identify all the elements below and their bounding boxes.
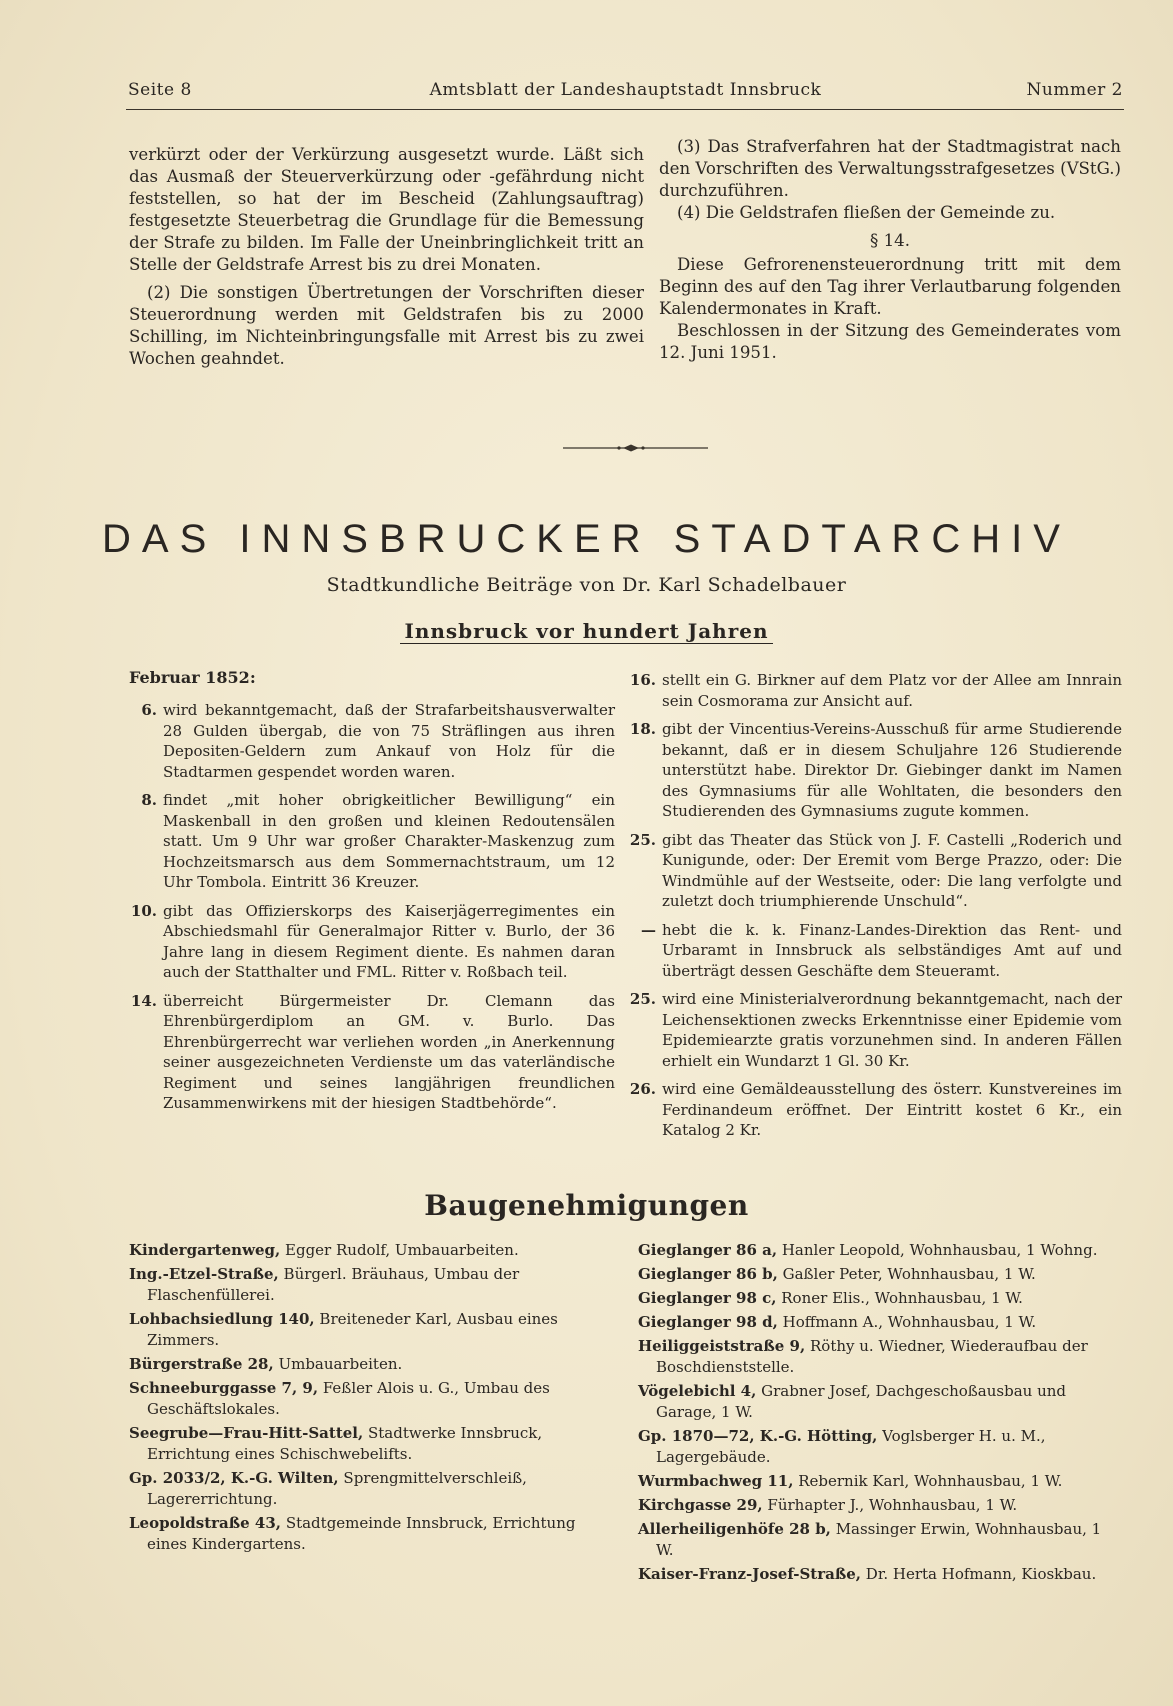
list-item xyxy=(129,700,615,782)
permit-details: Grabner Josef, Dachgeschoßausbau und Garage, 1 W. xyxy=(656,1382,1067,1421)
list-item xyxy=(129,1240,615,1261)
list-item xyxy=(129,1468,615,1510)
paragraph: (2) Die sonstigen Übertretungen der Vorschriften dieser Steuerordnung werden mit Geldstrafen bis zu 2000 Schilling, im Nichteinbringungsfalle mit Arrest bis zu zwei Wochen geahndet. xyxy=(129,283,644,368)
list-item xyxy=(629,1079,1122,1141)
permit-location: Lohbachsiedlung 140, xyxy=(129,1310,315,1328)
permit-details: Stadtgemeinde Innsbruck, Errichtung eines Kindergartens. xyxy=(147,1514,576,1553)
list-item xyxy=(638,1336,1122,1378)
permit-details: Fürhapter J., Wohnhausbau, 1 W. xyxy=(767,1496,1018,1514)
permit-location: Kaiser-Franz-Josef-Straße, xyxy=(638,1565,862,1583)
entry-text: wird eine Gemäldeausstellung des österr. Kunstvereines im Ferdinandeum eröffnet. Der Eintritt kostet 6 Kr., ein Katalog 2 Kr. xyxy=(662,1080,1122,1139)
permit-location: Ing.-Etzel-Straße, xyxy=(129,1265,279,1283)
divider-ornament xyxy=(563,443,708,453)
permit-details: Rebernik Karl, Wohnhausbau, 1 W. xyxy=(798,1472,1063,1490)
entry-day: 10. xyxy=(130,901,157,920)
permit-location: Gieglanger 98 c, xyxy=(638,1289,777,1307)
permit-details: Hoffmann A., Wohnhausbau, 1 W. xyxy=(782,1313,1037,1331)
building-permits-heading: Baugenehmigungen xyxy=(424,1189,749,1222)
list-item xyxy=(129,1309,615,1351)
paragraph: (3) Das Strafverfahren hat der Stadtmagistrat nach den Vorschriften des Verwaltungsstrafgesetzes (VStG.) durchzuführen. xyxy=(659,137,1121,200)
list-item xyxy=(629,719,1122,822)
list-item xyxy=(129,790,615,893)
permit-location: Bürgerstraße 28, xyxy=(129,1355,274,1373)
entry-day: 25. xyxy=(629,990,656,1008)
paragraph: verkürzt oder der Verkürzung ausgesetzt wurde. Läßt sich das Ausmaß der Steuerverkürzung oder -gefährdung nicht feststellen, so hat der im Bescheid (Zahlungsauftrag) festgesetzte Steuerbetrag die Grundlage für die Bemessung der Strafe zu bilden. Im Falle der Uneinbringlichkeit tritt an Stelle der Geldstrafe Arrest bis zu drei Monaten. xyxy=(129,145,644,274)
list-item xyxy=(629,989,1122,1071)
permit-location: Gp. 2033/2, K.-G. Wilten, xyxy=(129,1469,339,1487)
entry-day: 25. xyxy=(629,830,656,849)
entry-text: wird eine Ministerialverordnung bekanntgemacht, nach der Leichensektionen zwecks Erkenntnisse einer Epidemie vom Epidemiearzte gratis vorzunehmen sind. In anderen Fällen erhielt ein Wundarzt 1 Gl. 30 Kr. xyxy=(662,990,1122,1070)
entry-text: überreicht Bürgermeister Dr. Clemann das Ehrenbürgerdiplom an GM. v. Burlo. Das Ehrenbürgerrecht war verliehen worden „in Anerkennung seiner ausgezeichneten Verdienste um das vaterländische Regiment und seines langjährigen freundlichen Zusammenwirkens mit der hiesigen Stadtbehörde“. xyxy=(163,991,615,1112)
chronicle-left-column xyxy=(129,700,615,1122)
list-item xyxy=(129,1354,615,1375)
list-item xyxy=(638,1426,1122,1468)
list-item xyxy=(638,920,1122,982)
entry-text: hebt die k. k. Finanz-Landes-Direktion das Rent- und Urbaramt in Innsbruck als selbständiges Amt auf und überträgt dessen Geschäfte dem Steueramt. xyxy=(662,920,1122,980)
permit-details: Umbauarbeiten. xyxy=(278,1355,403,1373)
permit-location: Allerheiligenhöfe 28 b, xyxy=(638,1520,831,1538)
paragraph: (4) Die Geldstrafen fließen der Gemeinde zu. xyxy=(677,203,1056,222)
issue-number: Nummer 2 xyxy=(1026,80,1123,100)
permit-location: Kirchgasse 29, xyxy=(638,1496,763,1514)
paragraph: Beschlossen in der Sitzung des Gemeinderates vom 12. Juni 1951. xyxy=(659,321,1121,362)
month-label: Februar 1852: xyxy=(129,668,256,687)
section-heading-text: Innsbruck vor hundert Jahren xyxy=(400,619,772,644)
archive-title: DAS INNSBRUCKER STADTARCHIV xyxy=(102,517,1071,561)
entry-text: wird bekanntgemacht, daß der Strafarbeitshausverwalter 28 Gulden übergab, die von 75 Sträflingen aus ihren Depositen-Geldern zum Ankauf von Holz für die Stadtarmen gespendet worden waren. xyxy=(163,701,615,781)
permit-details: Massinger Erwin, Wohnhausbau, 1 W. xyxy=(656,1520,1102,1559)
list-item xyxy=(638,1312,1122,1333)
list-item xyxy=(129,1423,615,1465)
entry-day: 8. xyxy=(141,791,157,809)
list-item xyxy=(638,1288,1122,1309)
section-number: § 14. xyxy=(870,231,910,250)
entry-text: stellt ein G. Birkner auf dem Platz vor der Allee am Innrain sein Cosmorama zur Ansicht auf. xyxy=(662,671,1122,710)
entry-text: gibt der Vincentius-Vereins-Ausschuß für arme Studierende bekannt, daß er in diesem Schuljahre 126 Studierende unterstützt habe. Direktor Dr. Giebinger dankt im Namen des Gymnasiums für alle Wohltaten, die besonders den Studierenden des Gymnasiums zugute kommen. xyxy=(662,720,1122,820)
section-heading xyxy=(0,619,1173,643)
permit-location: Seegrube—Frau-Hitt-Sattel, xyxy=(129,1424,364,1442)
permit-details: Stadtwerke Innsbruck, Errichtung eines Schischwebelifts. xyxy=(147,1424,543,1463)
list-item xyxy=(638,1240,1122,1261)
list-item xyxy=(638,1381,1122,1423)
entry-day: — xyxy=(641,920,656,939)
chronicle-right-column xyxy=(629,670,1122,1149)
list-item xyxy=(129,991,615,1114)
list-item xyxy=(129,1378,615,1420)
paragraph: Diese Gefrorenensteuerordnung tritt mit dem Beginn des auf den Tag ihrer Verlautbarung folgenden Kalendermonates in Kraft. xyxy=(659,255,1121,318)
permit-details: Breiteneder Karl, Ausbau eines Zimmers. xyxy=(147,1310,558,1349)
entry-day: 6. xyxy=(141,701,157,719)
permit-location: Heiliggeiststraße 9, xyxy=(638,1337,806,1355)
header-rule xyxy=(126,109,1124,110)
permit-details: Feßler Alois u. G., Umbau des Geschäftslokales. xyxy=(147,1379,550,1418)
list-item xyxy=(638,1471,1122,1492)
permit-details: Voglsberger H. u. M., Lagergebäude. xyxy=(656,1427,1046,1466)
list-item xyxy=(629,670,1122,711)
entry-day: 14. xyxy=(130,991,157,1010)
list-item xyxy=(638,1495,1122,1516)
building-permits-right-column xyxy=(638,1240,1122,1588)
permit-details: Egger Rudolf, Umbauarbeiten. xyxy=(285,1241,519,1259)
page-header xyxy=(128,80,1123,106)
entry-text: findet „mit hoher obrigkeitlicher Bewilligung“ ein Maskenball in den großen und kleinen Redoutensälen statt. Um 9 Uhr war großer Charakter-Maskenzug zum Hochzeitsmarsch aus dem Sommernachtstraum, um 12 Uhr Tombola. Eintritt 36 Kreuzer. xyxy=(163,791,615,891)
permit-location: Gieglanger 86 a, xyxy=(638,1241,778,1259)
entry-text: gibt das Theater das Stück von J. F. Castelli „Roderich und Kunigunde, oder: Der Eremit vom Berge Prazzo, oder: Die Windmühle auf der Westseite, oder: Die lang verfolgte und zuletzt doch triumphierende Unschuld“. xyxy=(662,830,1122,910)
list-item xyxy=(129,901,615,983)
tax-ordinance-left-column xyxy=(129,144,644,370)
permit-details: Gaßler Peter, Wohnhausbau, 1 W. xyxy=(782,1265,1036,1283)
permit-details: Röthy u. Wiedner, Wiederaufbau der Boschdienststelle. xyxy=(656,1337,1088,1376)
permit-location: Schneeburggasse 7, 9, xyxy=(129,1379,319,1397)
entry-day: 16. xyxy=(629,671,656,689)
permit-location: Gp. 1870—72, K.-G. Hötting, xyxy=(638,1427,878,1445)
list-item xyxy=(638,1564,1122,1585)
archive-subtitle: Stadtkundliche Beiträge von Dr. Karl Schadelbauer xyxy=(326,574,847,596)
permit-location: Kindergartenweg, xyxy=(129,1241,281,1259)
list-item xyxy=(638,1519,1122,1561)
permit-location: Wurmbachweg 11, xyxy=(638,1472,794,1490)
entry-text: gibt das Offizierskorps des Kaiserjägerregimentes ein Abschiedsmahl für Generalmajor Ritter v. Burlo, der 36 Jahre lang in diesem Regiment diente. Es nahmen daran auch der Statthalter und FML. Ritter v. Roßbach teil. xyxy=(163,901,615,981)
permit-location: Leopoldstraße 43, xyxy=(129,1514,282,1532)
list-item xyxy=(129,1513,615,1555)
page-number: Seite 8 xyxy=(128,80,192,100)
tax-ordinance-right-column xyxy=(659,136,1121,364)
permit-details: Roner Elis., Wohnhausbau, 1 W. xyxy=(781,1289,1023,1307)
entry-day: 18. xyxy=(629,720,656,738)
list-item xyxy=(638,1264,1122,1285)
publication-title: Amtsblatt der Landeshauptstadt Innsbruck xyxy=(429,80,822,100)
list-item xyxy=(629,830,1122,912)
permit-details: Hanler Leopold, Wohnhausbau, 1 Wohng. xyxy=(781,1241,1098,1259)
permit-details: Sprengmittelverschleiß, Lagererrichtung. xyxy=(147,1469,527,1508)
permit-details: Bürgerl. Bräuhaus, Umbau der Flaschenfüllerei. xyxy=(147,1265,520,1304)
permit-location: Gieglanger 98 d, xyxy=(638,1313,778,1331)
entry-day: 26. xyxy=(629,1080,656,1098)
permit-location: Vögelebichl 4, xyxy=(638,1382,757,1400)
permit-details: Dr. Herta Hofmann, Kioskbau. xyxy=(865,1565,1097,1583)
list-item xyxy=(129,1264,615,1306)
building-permits-left-column xyxy=(129,1240,615,1558)
permit-location: Gieglanger 86 b, xyxy=(638,1265,778,1283)
